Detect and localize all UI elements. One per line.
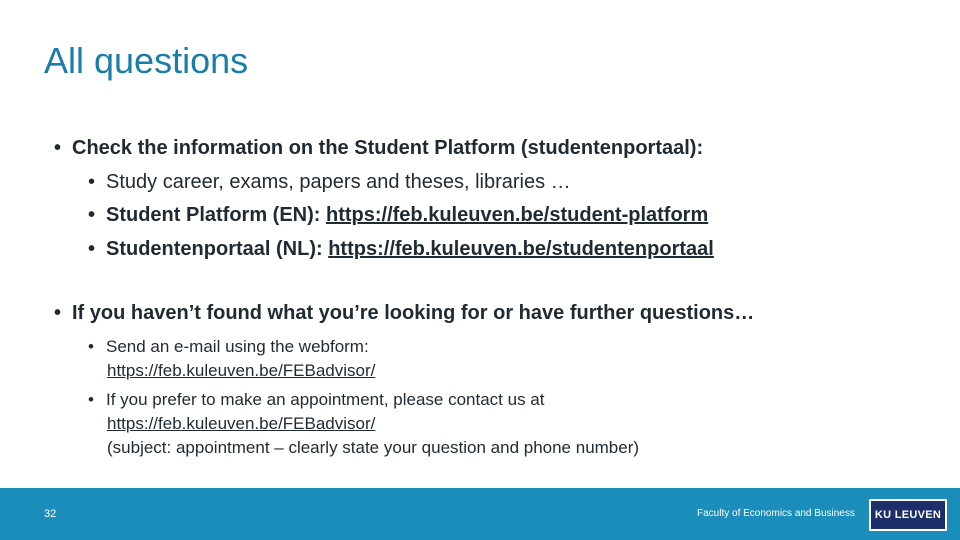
bullet-marker: • [54,302,62,324]
student-platform-link[interactable]: https://feb.kuleuven.be/student-platform [326,204,709,226]
appointment-note: (subject: appointment – clearly state your question and phone number) [107,438,640,457]
bullet-main-1-text: Check the information on the Student Platform (studentenportaal): [72,137,704,159]
bullet-sub-4-text: Send an e-mail using the webform: [106,337,369,356]
bullet-main-2-text: If you haven’t found what you’re looking for or have further questions… [72,302,755,324]
bullet-marker: • [88,171,96,193]
bullet-marker: • [88,204,96,226]
bullet-sub-3 [88,238,714,261]
bullet-marker: • [54,137,62,159]
bullet-marker: • [88,238,96,260]
bullet-sub-4 [88,337,369,357]
ku-leuven-logo [869,499,947,531]
bullet-sub-1 [88,171,571,194]
bullet-main-1 [54,137,703,160]
footer-bar [0,488,960,540]
febadvisor-link-1[interactable]: https://feb.kuleuven.be/FEBadvisor/ [107,361,376,380]
faculty-name: Faculty of Economics and Business [697,508,855,519]
bullet-sub-5-text: If you prefer to make an appointment, please contact us at [106,390,545,409]
bullet-marker: • [88,390,94,409]
slide-title: All questions [44,40,249,81]
bullet-sub-2-label: Student Platform (EN): [106,204,326,226]
page-number: 32 [44,508,57,520]
studentenportaal-link[interactable]: https://feb.kuleuven.be/studentenportaal [328,238,714,260]
logo-text: KU LEUVEN [871,501,945,529]
febadvisor-link-2[interactable]: https://feb.kuleuven.be/FEBadvisor/ [107,414,376,433]
bullet-sub-1-text: Study career, exams, papers and theses, libraries … [106,171,571,193]
bullet-main-2 [54,302,754,325]
bullet-sub-2 [88,204,708,227]
bullet-sub-3-label: Studentenportaal (NL): [106,238,329,260]
bullet-marker: • [88,337,94,356]
bullet-sub-5 [88,390,544,410]
